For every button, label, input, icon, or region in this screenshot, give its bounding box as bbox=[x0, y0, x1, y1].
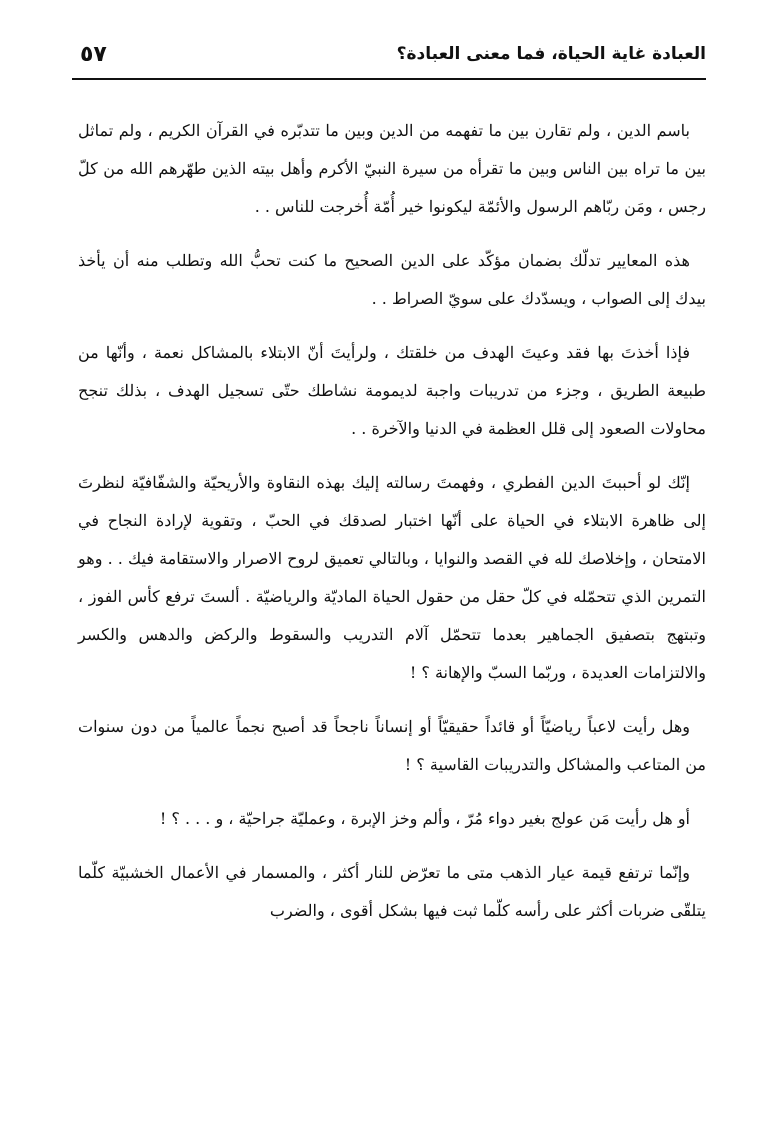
page-header bbox=[72, 38, 706, 80]
running-title: العبادة غاية الحياة، فما معنى العبادة؟ bbox=[396, 44, 706, 64]
paragraph: هذه المعايير تدلّك بضمان مؤكّد على الدين الصحيح ما كنت تحبُّ الله وتطلب منه أن يأخذ بيدك إلى الصواب ، ويسدّدك على سويّ الصراط . . bbox=[78, 251, 706, 308]
paragraph: وهل رأيت لاعباً رياضيّاً أو قائداً حقيقيّاً أو إنساناً ناجحاً قد أصبح نجماً عالمياً من دون سنوات من المتاعب والمشاكل والتدريبات القاسية ؟ ! bbox=[78, 717, 706, 774]
paragraph: أو هل رأيت مَن عولج بغير دواء مُرّ ، وألم وخز الإبرة ، وعمليّة جراحيّة ، و . . . ؟ ! bbox=[159, 809, 690, 828]
paragraph: باسم الدين ، ولم تقارن بين ما تفهمه من الدين وبين ما تتدبّره في القرآن الكريم ، ولم تماثل بين ما تراه بين الناس وبين ما تقرأه من سيرة النبيّ الأكرم وأهل بيته الذين طهّرهم الله من كلّ رجس ، ومَن ربّاهم الرسول والأئمّة ليكونوا خير أُمّة أُخرجت للناس . . bbox=[78, 121, 706, 216]
paragraph: فإذا أخذتَ بها فقد وعيتَ الهدف من خلقتك ، ولرأيتَ أنّ الابتلاء بالمشاكل نعمة ، وأنّها من طبيعة الطريق ، وجزء من تدريبات واجبة لديمومة نشاطك حتّى تسجيل الهدف ، بذلك تنجح محاولات الصعود إلى قلل العظمة في الدنيا والآخرة . . bbox=[78, 343, 706, 438]
page-number: ٥٧ bbox=[80, 42, 107, 67]
paragraph: إنّك لو أحببتَ الدين الفطري ، وفهمتَ رسالته إليك بهذه النقاوة والأريحيّة والشفّافيّة لنظرتَ إلى ظاهرة الابتلاء في الحياة على أنّها اختبار لصدقك في الحبّ ، وتقوية لإرادة النجاح في الامتحان ، وإخلاصك لله في القصد والنوايا ، وبالتالي تعميق لروح الاصرار والاستقامة فيك . . وهو التمرين الذي تتحمّله في كلّ حقل من حقول الحياة الماديّة والرياضيّة . ألستَ ترفع كأس الفوز ، وتبتهج بتصفيق الجماهير بعدما تتحمّل آلام التدريب والسقوط والركض والدهس والكسر والالتزامات العديدة ، وربّما السبّ والإهانة ؟ ! bbox=[78, 473, 707, 682]
paragraph: وإنّما ترتفع قيمة عيار الذهب متى ما تعرّض للنار أكثر ، والمسمار في الأعمال الخشبيّة كلّما يتلقّى ضربات أكثر على رأسه كلّما ثبت فيها بشكل أقوى ، والضرب bbox=[78, 863, 706, 920]
body-text bbox=[78, 112, 706, 946]
